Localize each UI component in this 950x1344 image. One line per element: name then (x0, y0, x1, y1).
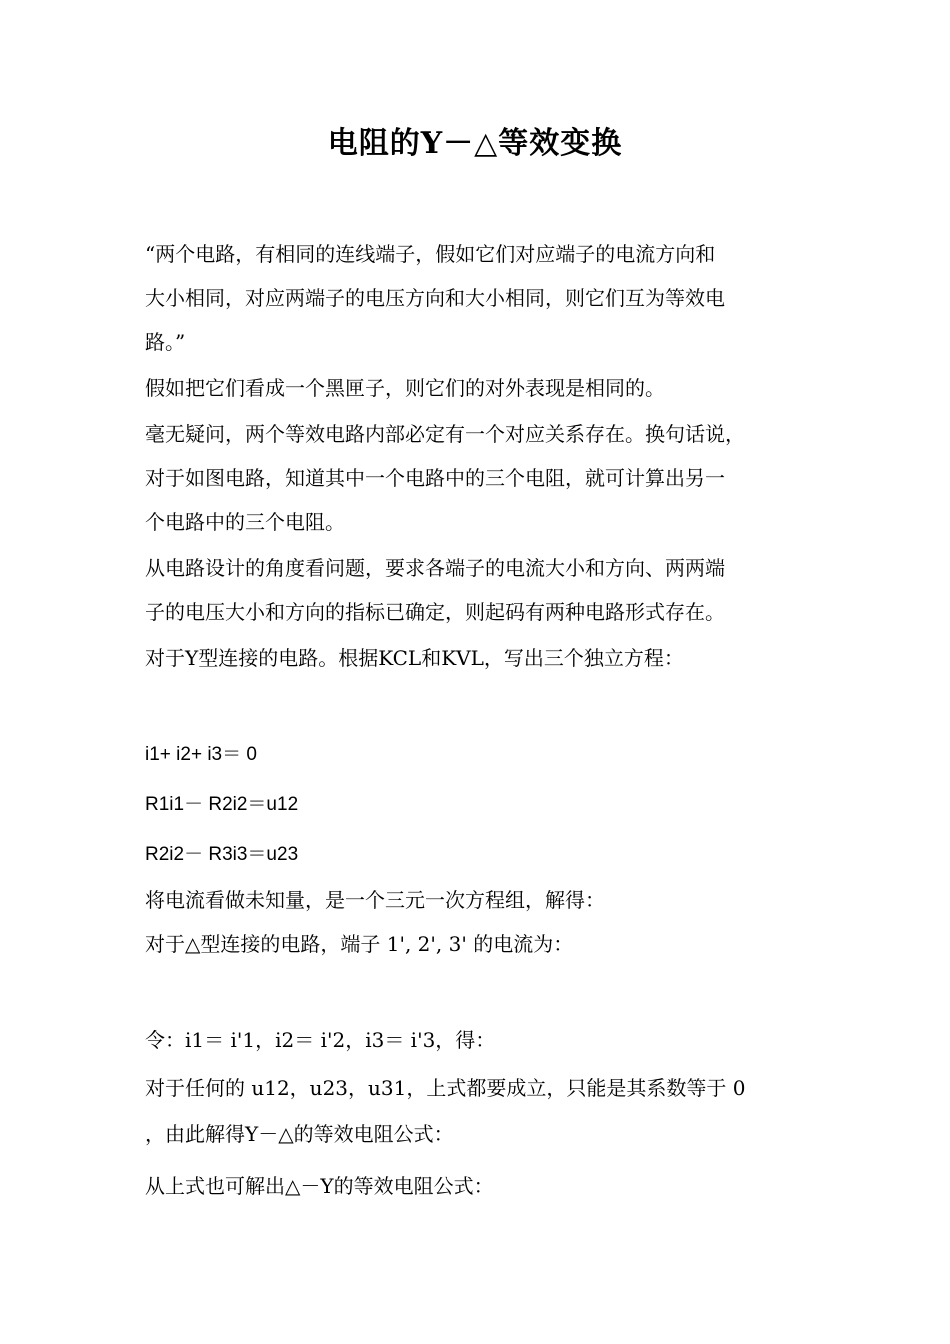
equation-kvl-2: R2i2－ R3i3＝u23 (145, 844, 299, 865)
definition-line-1: “两个电路，有相同的连线端子，假如它们对应端子的电流方向和 (145, 242, 716, 266)
relation-line-3: 个电路中的三个电阻。 (145, 510, 345, 534)
page-title: 电阻的Y－△等效变换 (327, 126, 623, 161)
relation-line-2: 对于如图电路，知道其中一个电路中的三个电阻，就可计算出另一 (145, 466, 725, 490)
any-line-2: ，由此解得Y－△的等效电阻公式： (145, 1122, 454, 1146)
black-box-paragraph: 假如把它们看成一个黑匣子，则它们的对外表现是相同的。 (145, 376, 665, 400)
design-line-1: 从电路设计的角度看问题，要求各端子的电流大小和方向、两两端 (145, 556, 725, 580)
definition-line-2: 大小相同，对应两端子的电压方向和大小相同，则它们互为等效电 (145, 286, 725, 310)
equation-kcl: i1+ i2+ i3＝ 0 (145, 744, 257, 765)
solve-paragraph: 将电流看做未知量，是一个三元一次方程组，解得： (145, 888, 605, 912)
reverse-paragraph: 从上式也可解出△－Y的等效电阻公式： (145, 1174, 494, 1198)
delta-current-paragraph: 对于△型连接的电路，端子 1', 2', 3' 的电流为： (145, 932, 574, 956)
y-connection-paragraph: 对于Y型连接的电路。根据KCL和KVL，写出三个独立方程： (145, 646, 684, 670)
let-paragraph: 令：i1＝ i'1，i2＝ i'2，i3＝ i'3，得： (145, 1028, 496, 1052)
relation-line-1: 毫无疑问，两个等效电路内部必定有一个对应关系存在。换句话说， (145, 422, 745, 446)
equation-kvl-1: R1i1－ R2i2＝u12 (145, 794, 299, 815)
any-line-1: 对于任何的 u12，u23，u31，上式都要成立，只能是其系数等于 0 (145, 1076, 746, 1100)
definition-line-3: 路。” (145, 330, 186, 354)
design-line-2: 子的电压大小和方向的指标已确定，则起码有两种电路形式存在。 (145, 600, 725, 624)
